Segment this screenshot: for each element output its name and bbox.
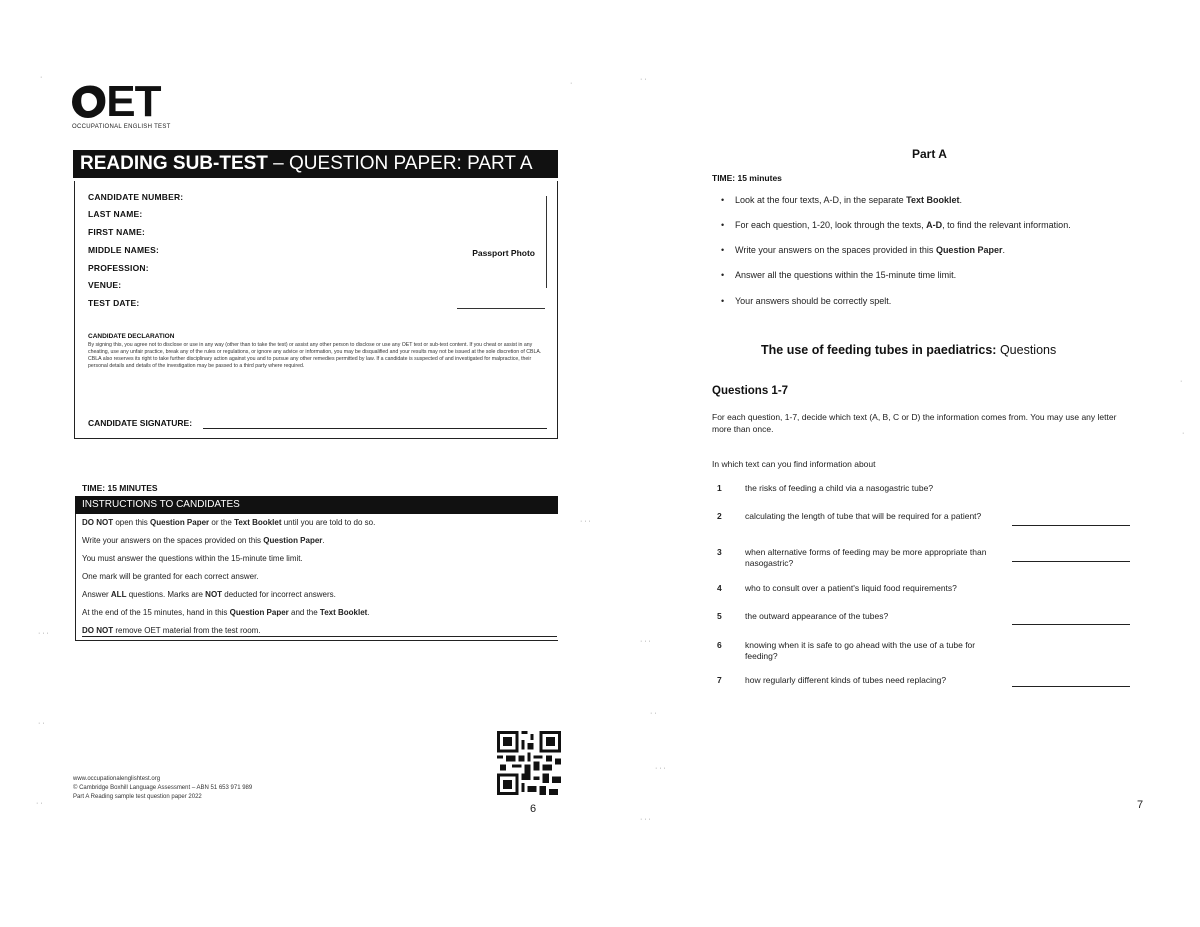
instruction-bullet xyxy=(722,296,891,306)
scan-speck: · · xyxy=(650,710,657,717)
bullet-text xyxy=(722,296,891,306)
field-candidate-number: CANDIDATE NUMBER: xyxy=(88,192,184,202)
field-middle-names: MIDDLE NAMES: xyxy=(88,245,160,255)
question-text: how regularly different kinds of tubes need replacing? xyxy=(745,675,947,685)
subtitle-rest: Questions xyxy=(996,343,1057,357)
scan-speck: · xyxy=(40,74,43,81)
answer-line[interactable] xyxy=(1012,686,1130,687)
instruction-emphasis: DO NOT xyxy=(82,626,114,635)
instruction-text: open this xyxy=(113,518,151,527)
instruction-item xyxy=(82,536,325,545)
instruction-bullet xyxy=(722,270,956,280)
instruction-emphasis: DO NOT xyxy=(82,518,114,527)
instruction-text: . xyxy=(322,536,325,545)
time-limit-right: TIME: 15 minutes xyxy=(712,173,782,183)
instruction-text: Answer xyxy=(82,590,111,599)
instruction-text: or the xyxy=(209,518,235,527)
instruction-emphasis: Question Paper xyxy=(229,608,289,617)
logo-subtitle: OCCUPATIONAL ENGLISH TEST xyxy=(72,124,171,130)
scan-speck: · · · xyxy=(640,638,651,645)
test-date-line xyxy=(457,308,545,309)
footer-copyright: © Cambridge Boxhill Language Assessment – ABN 51 653 971 989 xyxy=(73,785,253,791)
question-number: 3 xyxy=(717,547,722,557)
footer-code: Part A Reading sample test question paper 2022 xyxy=(73,794,202,800)
logo-mark-text: OET xyxy=(73,77,161,126)
question-text: when alternative forms of feeding may be more appropriate than nasogastric? xyxy=(745,547,987,568)
instruction-item xyxy=(82,608,370,617)
field-test-date: TEST DATE: xyxy=(88,298,140,308)
bullet-segment: . xyxy=(1002,245,1005,255)
bullet-emphasis: A-D xyxy=(926,220,943,230)
bullet-text xyxy=(722,195,962,205)
footer xyxy=(73,775,252,802)
instruction-emphasis: Question Paper xyxy=(150,518,210,527)
question-number: 2 xyxy=(717,511,722,521)
question-row xyxy=(712,511,1132,537)
bullet-emphasis: Question Paper xyxy=(935,245,1003,255)
instruction-item xyxy=(82,554,303,563)
declaration-title: CANDIDATE DECLARATION xyxy=(88,333,175,340)
bullet-segment: Answer all the questions within the 15-minute time limit. xyxy=(735,270,957,280)
instruction-item xyxy=(82,590,336,599)
answer-line[interactable] xyxy=(1012,525,1130,526)
instruction-text: One mark will be granted for each correct answer. xyxy=(82,572,259,581)
scan-speck: · · · xyxy=(655,765,666,772)
instruction-bullet xyxy=(722,195,962,205)
question-text: the risks of feeding a child via a nasogastric tube? xyxy=(745,483,934,493)
questions-lead: In which text can you find information about xyxy=(712,459,876,469)
photo-box-edge xyxy=(546,196,547,288)
questions-instruction: For each question, 1-7, decide which text (A, B, C or D) the information comes from. You may use any letter more than once. xyxy=(712,412,1117,434)
question-text: calculating the length of tube that will be required for a patient? xyxy=(745,511,982,521)
title-bold: READING SUB-TEST xyxy=(80,153,268,174)
instructions-list xyxy=(75,514,558,641)
scan-speck: · · xyxy=(640,76,647,83)
instructions-title: INSTRUCTIONS TO CANDIDATES xyxy=(75,496,558,514)
instruction-text: Write your answers on the spaces provided on this xyxy=(82,536,264,545)
bullet-text xyxy=(722,220,1071,230)
bullet-segment: , to find the relevant information. xyxy=(942,220,1071,230)
question-row xyxy=(712,640,1132,666)
text-subtitle xyxy=(761,343,1056,357)
oet-logo xyxy=(72,77,171,130)
instruction-divider xyxy=(82,636,557,637)
instruction-bullet xyxy=(722,245,1005,255)
bullet-segment: Your answers should be correctly spelt. xyxy=(735,296,892,306)
question-row xyxy=(712,583,1132,609)
passport-photo-label: Passport Photo xyxy=(472,248,535,258)
question-text: the outward appearance of the tubes? xyxy=(745,611,889,621)
bullet-segment: Look at the four texts, A-D, in the separate xyxy=(735,195,907,205)
time-limit-left: TIME: 15 MINUTES xyxy=(82,483,158,493)
instruction-emphasis: Text Booklet xyxy=(234,518,282,527)
signature-label: CANDIDATE SIGNATURE: xyxy=(88,418,193,428)
instruction-emphasis: Text Booklet xyxy=(319,608,368,617)
bullet-segment: Write your answers on the spaces provided in this xyxy=(735,245,936,255)
bullet-emphasis: Text Booklet xyxy=(906,195,960,205)
scan-speck: · · · xyxy=(38,630,49,637)
part-heading: Part A xyxy=(912,147,947,161)
scan-speck: · xyxy=(1180,378,1183,385)
question-text: who to consult over a patient's liquid food requirements? xyxy=(745,583,957,593)
instruction-item xyxy=(82,626,261,635)
scan-speck: · · · xyxy=(580,518,591,525)
instruction-text: You must answer the questions within the 15-minute time limit. xyxy=(82,554,303,563)
questions-heading: Questions 1-7 xyxy=(712,385,789,397)
scan-speck: · · · xyxy=(640,816,651,823)
answer-line[interactable] xyxy=(1012,624,1130,625)
question-number: 1 xyxy=(717,483,722,493)
question-number: 6 xyxy=(717,640,722,650)
scan-speck: · xyxy=(570,80,573,87)
qr-code-icon xyxy=(497,731,561,795)
instruction-text: questions. Marks are xyxy=(126,590,206,599)
subtitle-bold: The use of feeding tubes in paediatrics: xyxy=(761,343,997,357)
page-number-left: 6 xyxy=(530,803,537,815)
instruction-emphasis: ALL xyxy=(110,590,127,599)
instruction-text: and the xyxy=(288,608,320,617)
bullet-segment: . xyxy=(959,195,962,205)
declaration-text: By signing this, you agree not to disclose or use in any way (other than to take the test) or assist any other person to disclose or use any OET test or sub-test content. If you cheat or assist in any cheating, use any unfair practice, break any of the rules or regulations, or ignore any advice or information, you may be disqualified and your results may not be issued at the sole discretion of CBLA. CBLA also reserves its right to take further disciplinary action against you and to pursue any other remedies permitted by law. If a candidate is suspected of and investigated for malpractice, their personal details and details of the investigation may be passed to a third party where required. xyxy=(88,342,542,369)
bullet-text xyxy=(722,245,1005,255)
instruction-emphasis: NOT xyxy=(205,590,223,599)
field-profession: PROFESSION: xyxy=(88,263,149,273)
question-row xyxy=(712,547,1132,573)
field-venue: VENUE: xyxy=(88,280,122,290)
footer-url: www.occupationalenglishtest.org xyxy=(73,776,161,782)
instruction-item xyxy=(82,518,375,527)
title-rest: – QUESTION PAPER: PART A xyxy=(267,153,533,174)
page-number-right: 7 xyxy=(1137,799,1144,811)
candidate-details-box xyxy=(74,181,558,439)
answer-line[interactable] xyxy=(1012,561,1130,562)
instruction-text: remove OET material from the test room. xyxy=(113,626,261,635)
bullet-segment: For each question, 1-20, look through the texts, xyxy=(735,220,927,230)
question-number: 4 xyxy=(717,583,722,593)
question-row xyxy=(712,483,1132,509)
question-text: knowing when it is safe to go ahead with the use of a tube for feeding? xyxy=(745,640,976,661)
question-row xyxy=(712,675,1132,701)
field-last-name: LAST NAME: xyxy=(88,209,143,219)
instruction-text: until you are told to do so. xyxy=(281,518,376,527)
scan-speck: · · xyxy=(38,720,45,727)
instruction-item xyxy=(82,572,259,581)
question-row xyxy=(712,611,1132,637)
instruction-text: At the end of the 15 minutes, hand in this xyxy=(82,608,230,617)
instruction-text: . xyxy=(367,608,370,617)
instruction-emphasis: Question Paper xyxy=(263,536,323,545)
question-number: 7 xyxy=(717,675,722,685)
page-title xyxy=(73,150,558,178)
bullet-text xyxy=(722,270,956,280)
field-first-name: FIRST NAME: xyxy=(88,227,145,237)
scan-speck: · xyxy=(1182,430,1185,437)
question-number: 5 xyxy=(717,611,722,621)
signature-line[interactable] xyxy=(203,428,547,429)
instruction-text: deducted for incorrect answers. xyxy=(222,590,336,599)
instruction-bullet xyxy=(722,220,1071,230)
scan-speck: · · xyxy=(36,800,43,807)
